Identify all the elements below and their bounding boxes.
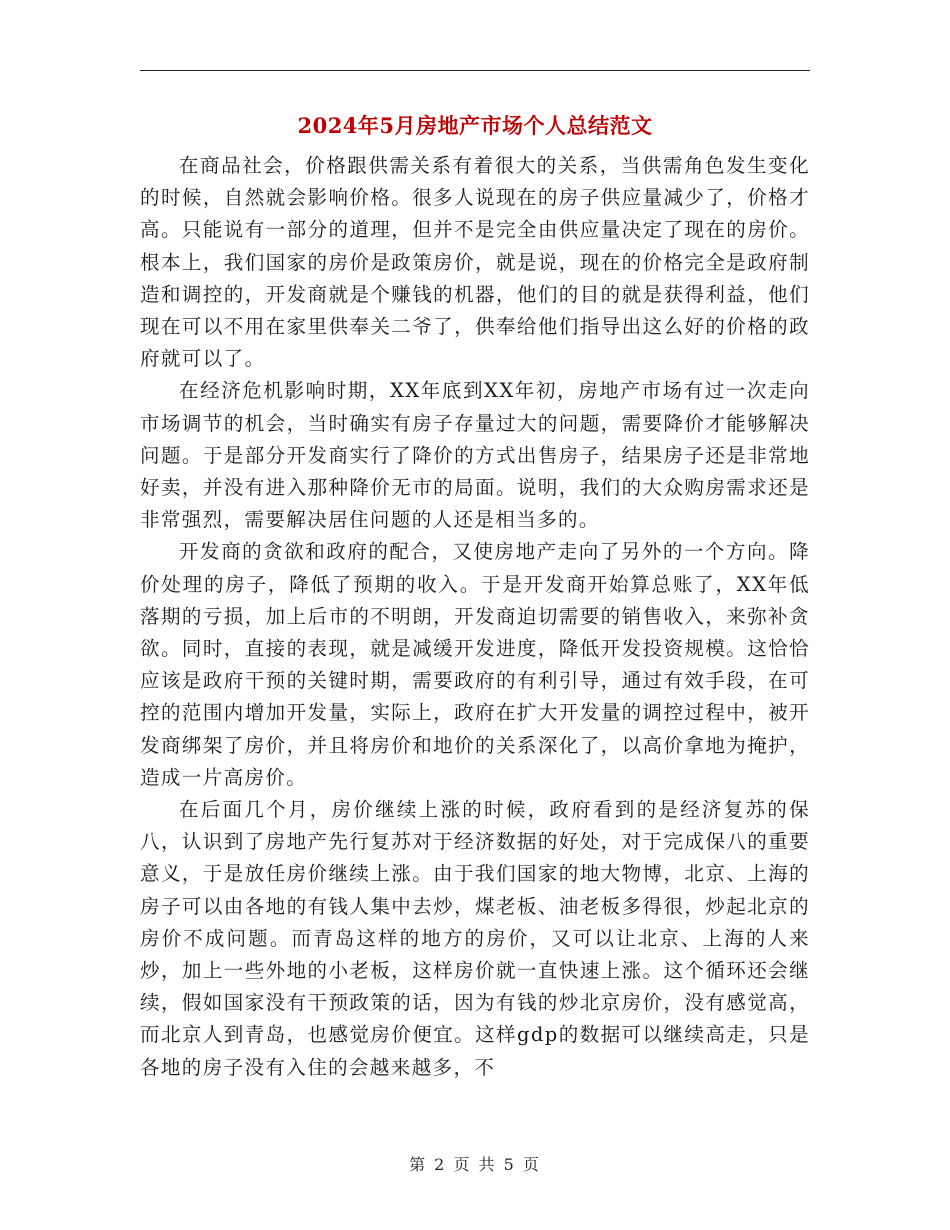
document-title: 2024年5月房地产市场个人总结范文 bbox=[297, 113, 653, 138]
page-number: 第 2 页 共 5 页 bbox=[409, 1155, 541, 1174]
paragraph-4: 在后面几个月，房价继续上涨的时候，政府看到的是经济复苏的保八，认识到了房地产先行复苏对于经济数据的好处，对于完成保八的重要意义，于是放任房价继续上涨。由于我们国家的地大物博，北京、上海的房子可以由各地的有钱人集中去炒，煤老板、油老板多得很，炒起北京的房价不成问题。而青岛这样的地方的房价，又可以让北京、上海的人来炒，加上一些外地的小老板，这样房价就一直快速上涨。这个循环还会继续，假如国家没有干预政策的话，因为有钱的炒北京房价，没有感觉高，而北京人到青岛，也感觉房价便宜。这样gdp的数据可以继续高走，只是各地的房子没有入住的会越来越多，不 bbox=[140, 798, 810, 1079]
header-rule bbox=[140, 70, 810, 71]
paragraph-1: 在商品社会，价格跟供需关系有着很大的关系，当供需角色发生变化的时候，自然就会影响价格。很多人说现在的房子供应量减少了，价格才高。只能说有一部分的道理，但并不是完全由供应量决定了现在的房价。根本上，我们国家的房价是政策房价，就是说，现在的价格完全是政府制造和调控的，开发商就是个赚钱的机器，他们的目的就是获得利益，他们现在可以不用在家里供奉关二爷了，供奉给他们指导出这么好的价格的政府就可以了。 bbox=[140, 154, 810, 371]
paragraph-2: 在经济危机影响时期，XX年底到XX年初，房地产市场有过一次走向市场调节的机会，当时确实有房子存量过大的问题，需要降价才能够解决问题。于是部分开发商实行了降价的方式出售房子，结果房子还是非常地好卖，并没有进入那种降价无市的局面。说明，我们的大众购房需求还是非常强烈，需要解决居住问题的人还是相当多的。 bbox=[140, 379, 810, 532]
document-body bbox=[140, 150, 810, 1084]
paragraph-3: 开发商的贪欲和政府的配合，又使房地产走向了另外的一个方向。降价处理的房子，降低了预期的收入。于是开发商开始算总账了，XX年低落期的亏损，加上后市的不明朗，开发商迫切需要的销售收入，来弥补贪欲。同时，直接的表现，就是减缓开发进度，降低开发投资规模。这恰恰应该是政府干预的关键时期，需要政府的有利引导，通过有效手段，在可控的范围内增加开发量，实际上，政府在扩大开发量的调控过程中，被开发商绑架了房价，并且将房价和地价的关系深化了，以高价拿地为掩护，造成一片高房价。 bbox=[140, 540, 810, 789]
